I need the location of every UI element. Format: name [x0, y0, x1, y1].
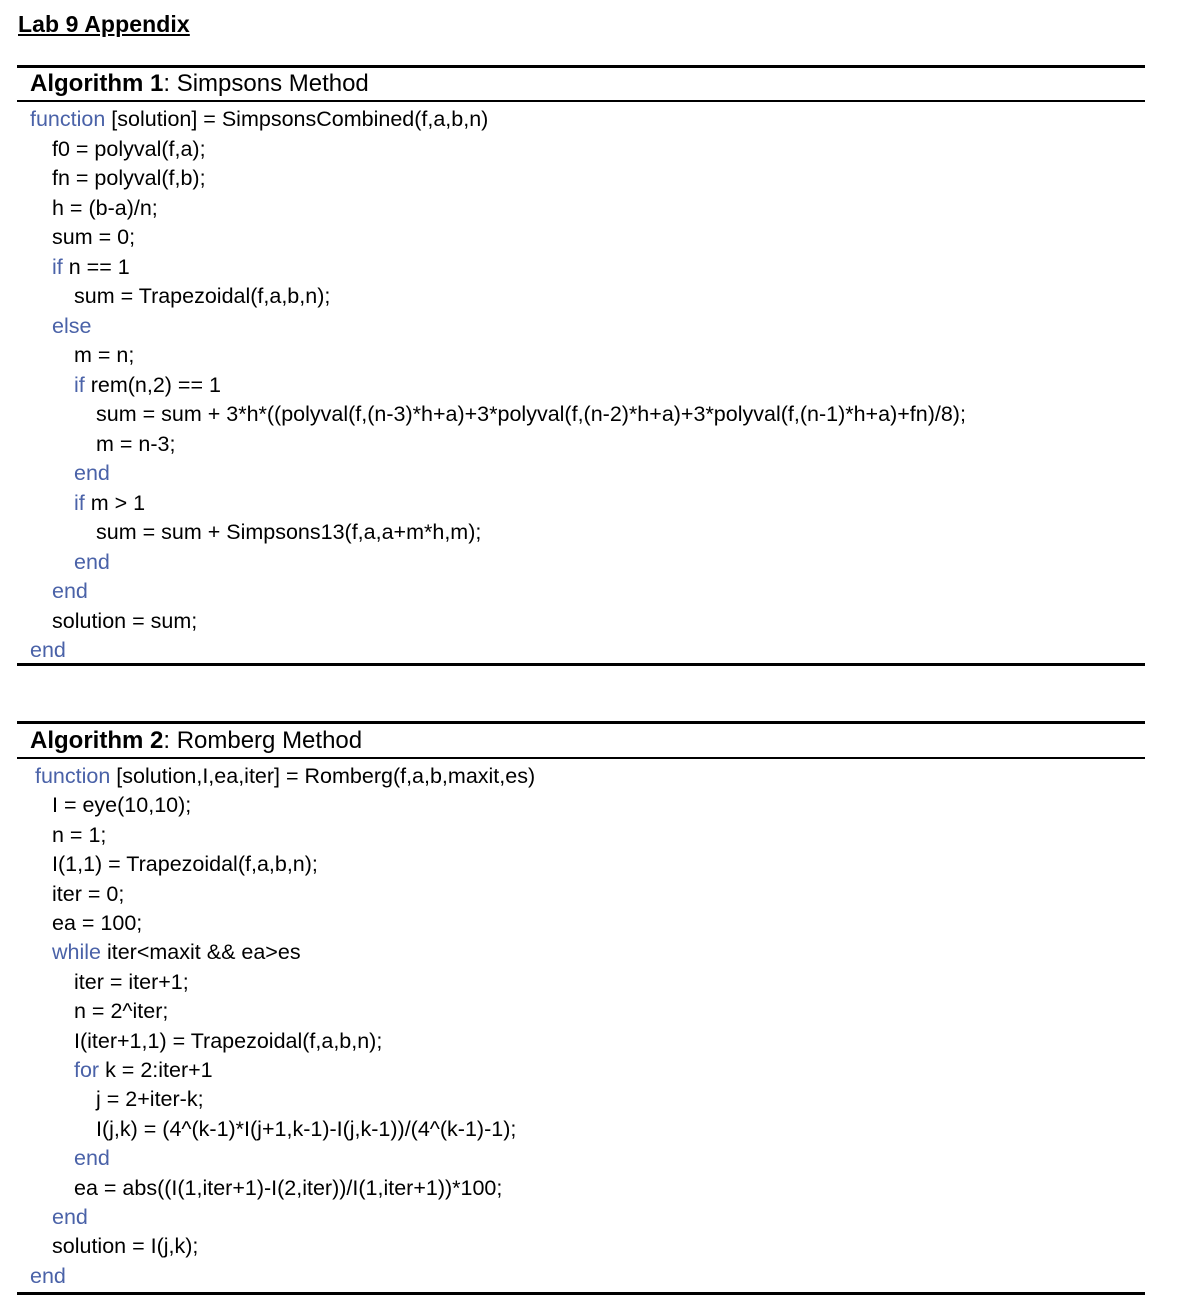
table-bottom-rule [17, 663, 1145, 666]
code-text: rem(n,2) == 1 [84, 372, 221, 397]
code-text: f0 = polyval(f,a); [52, 136, 206, 161]
code-text: fn = polyval(f,b); [52, 166, 206, 190]
code-text: m = n; [74, 343, 135, 367]
code-line [30, 1263, 66, 1289]
code-text: I(j,k) = (4^(k-1)*I(j+1,k-1)-I(j,k-1))/(4^(k-1)-1); [96, 1116, 517, 1141]
table-header-rule [17, 757, 1145, 759]
code-keyword: end [52, 579, 88, 603]
code-line [96, 1116, 516, 1142]
code-line [74, 1057, 213, 1083]
code-text: [solution,I,ea,iter] = Romberg(f,a,b,maxit,es) [110, 764, 536, 788]
table-top-rule [17, 721, 1145, 724]
code-text: k = 2:iter+1 [99, 1058, 213, 1082]
code-line [96, 401, 966, 427]
code-text: n == 1 [62, 254, 130, 279]
code-line [52, 578, 88, 604]
code-keyword: if [74, 490, 85, 515]
code-keyword: else [52, 313, 92, 338]
code-line [74, 549, 110, 575]
code-text: sum = sum + Simpsons13(f,a,a+m*h,m); [96, 520, 482, 544]
code-text: sum = sum + 3*h*((polyval(f,(n-3)*h+a)+3*polyval(f,(n-2)*h+a)+3*polyval(f,(n-1)*h+a)+fn)/8); [96, 402, 966, 426]
code-text: iter = 0; [52, 881, 125, 906]
table-top-rule [17, 65, 1145, 68]
code-line [52, 608, 197, 634]
algorithm-1-name: Simpsons Method [176, 70, 369, 97]
code-keyword: if [52, 254, 63, 279]
code-line [74, 1145, 110, 1171]
table-bottom-rule [17, 1292, 1145, 1295]
code-line [52, 224, 135, 250]
code-text: h = (b-a)/n; [52, 195, 158, 220]
code-text: solution = sum; [52, 608, 198, 633]
code-text: ea = 100; [52, 911, 143, 935]
code-line [30, 637, 66, 663]
code-keyword: end [74, 461, 110, 485]
code-keyword: if [74, 372, 85, 397]
code-line [96, 519, 481, 545]
code-keyword: function [35, 764, 111, 788]
code-line [52, 822, 106, 848]
code-line [52, 313, 91, 339]
code-line [96, 431, 175, 457]
code-text: sum = 0; [52, 225, 136, 249]
code-text: solution = I(j,k); [52, 1234, 199, 1259]
code-line [52, 939, 301, 965]
code-line [52, 1233, 198, 1259]
code-line [52, 881, 124, 907]
code-line [74, 342, 134, 368]
code-text: I(iter+1,1) = Trapezoidal(f,a,b,n); [74, 1028, 383, 1053]
code-keyword: function [30, 107, 106, 131]
code-keyword: while [52, 940, 101, 965]
code-text: [solution] = SimpsonsCombined(f,a,b,n) [105, 107, 489, 131]
code-line [74, 460, 110, 486]
code-line [52, 165, 206, 191]
code-text: m = n-3; [96, 431, 176, 456]
code-keyword: end [74, 1146, 110, 1171]
code-keyword: end [30, 638, 66, 662]
code-text: m > 1 [84, 490, 146, 515]
code-line [52, 254, 130, 280]
code-keyword: end [30, 1263, 66, 1288]
code-text: j = 2+iter-k; [96, 1087, 204, 1112]
algorithm-1-separator: : [163, 70, 171, 97]
algorithm-2-separator: : [163, 727, 171, 754]
code-line [30, 106, 488, 132]
code-text: I = eye(10,10); [52, 793, 192, 818]
code-line [52, 910, 142, 936]
code-line [52, 792, 191, 818]
code-line [74, 1028, 382, 1054]
code-line [52, 851, 318, 877]
code-line [52, 136, 206, 162]
code-line [74, 969, 189, 995]
page-title: Lab 9 Appendix [18, 11, 190, 37]
algorithm-1-label: Algorithm 1 [30, 70, 164, 97]
table-header-rule [17, 100, 1145, 102]
code-line [74, 372, 221, 398]
code-text: iter = iter+1; [74, 969, 189, 994]
code-keyword: for [74, 1058, 100, 1082]
code-text: ea = abs((I(1,iter+1)-I(2,iter))/I(1,iter+1))*100; [74, 1175, 503, 1200]
algorithm-1-header [30, 70, 369, 98]
code-keyword: end [52, 1205, 88, 1229]
code-line [52, 1204, 88, 1230]
code-line [74, 998, 168, 1024]
code-text: sum = Trapezoidal(f,a,b,n); [74, 284, 331, 308]
code-text: iter<maxit && ea>es [101, 940, 301, 965]
code-line [52, 195, 158, 221]
code-text: n = 2^iter; [74, 999, 169, 1024]
code-keyword: end [74, 549, 110, 574]
code-line [74, 490, 145, 516]
algorithm-2-name: Romberg Method [176, 727, 363, 754]
algorithm-2-header [30, 727, 362, 755]
algorithm-2-label: Algorithm 2 [30, 727, 164, 754]
code-text: n = 1; [52, 822, 107, 847]
code-line [74, 283, 330, 309]
code-line [96, 1086, 204, 1112]
code-line [35, 763, 535, 789]
code-line [74, 1175, 502, 1201]
code-text: I(1,1) = Trapezoidal(f,a,b,n); [52, 852, 318, 877]
